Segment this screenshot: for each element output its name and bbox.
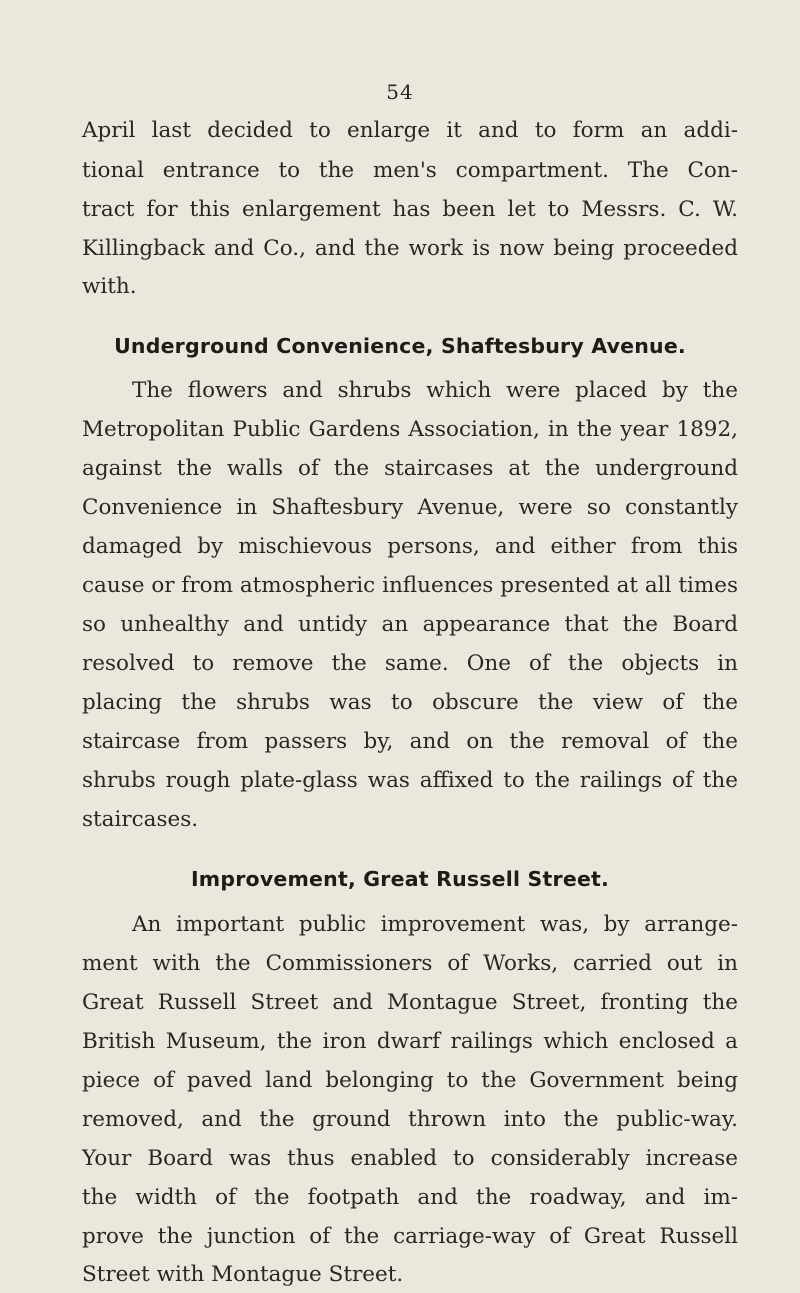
paragraph-line: Killingback and Co., and the work is now being proceeded (82, 236, 738, 261)
paragraph-line: ment with the Commissioners of Works, carried out in (82, 951, 738, 976)
paragraph-line: tract for this enlargement has been let to Messrs. C. W. (82, 197, 738, 222)
paragraph-line: Street with Montague Street. (82, 1262, 404, 1287)
paragraph-line: prove the junction of the carriage-way of Great Russell (82, 1224, 738, 1249)
paragraph-line: placing the shrubs was to obscure the view of the (82, 690, 738, 715)
section-heading-shaftesbury: Underground Convenience, Shaftesbury Avenue. (114, 334, 686, 358)
paragraph-line: so unhealthy and untidy an appearance that the Board (82, 612, 738, 637)
paragraph-line: piece of paved land belonging to the Government being (82, 1068, 738, 1093)
paragraph-line: The flowers and shrubs which were placed by the (132, 378, 738, 403)
paragraph-line: cause or from atmospheric influences presented at all times (82, 573, 738, 598)
paragraph-line: against the walls of the staircases at the underground (82, 456, 738, 481)
paragraph-line: damaged by mischievous persons, and either from this (82, 534, 738, 559)
paragraph-line: staircase from passers by, and on the removal of the (82, 729, 738, 754)
paragraph-line: Metropolitan Public Gardens Association, in the year 1892, (82, 417, 738, 442)
paragraph-line: resolved to remove the same. One of the objects in (82, 651, 738, 676)
paragraph-line: Convenience in Shaftesbury Avenue, were so constantly (82, 495, 738, 520)
paragraph-line: shrubs rough plate-glass was affixed to the railings of the (82, 768, 738, 793)
paragraph-line: tional entrance to the men's compartment. The Con- (82, 158, 738, 183)
paragraph-line: removed, and the ground thrown into the public-way. (82, 1107, 738, 1132)
paragraph-line: British Museum, the iron dwarf railings which enclosed a (82, 1029, 738, 1054)
paragraph-line: Great Russell Street and Montague Street, fronting the (82, 990, 738, 1015)
page-number: 54 (386, 80, 414, 104)
paragraph-line: staircases. (82, 807, 199, 832)
paragraph-line: An important public improvement was, by arrange- (132, 912, 738, 937)
paragraph-line: April last decided to enlarge it and to form an addi- (82, 118, 738, 143)
paragraph-line: with. (82, 274, 137, 299)
paragraph-line: the width of the footpath and the roadway, and im- (82, 1185, 738, 1210)
paragraph-line: Your Board was thus enabled to considerably increase (82, 1146, 738, 1171)
section-heading-great-russell: Improvement, Great Russell Street. (190, 867, 610, 891)
